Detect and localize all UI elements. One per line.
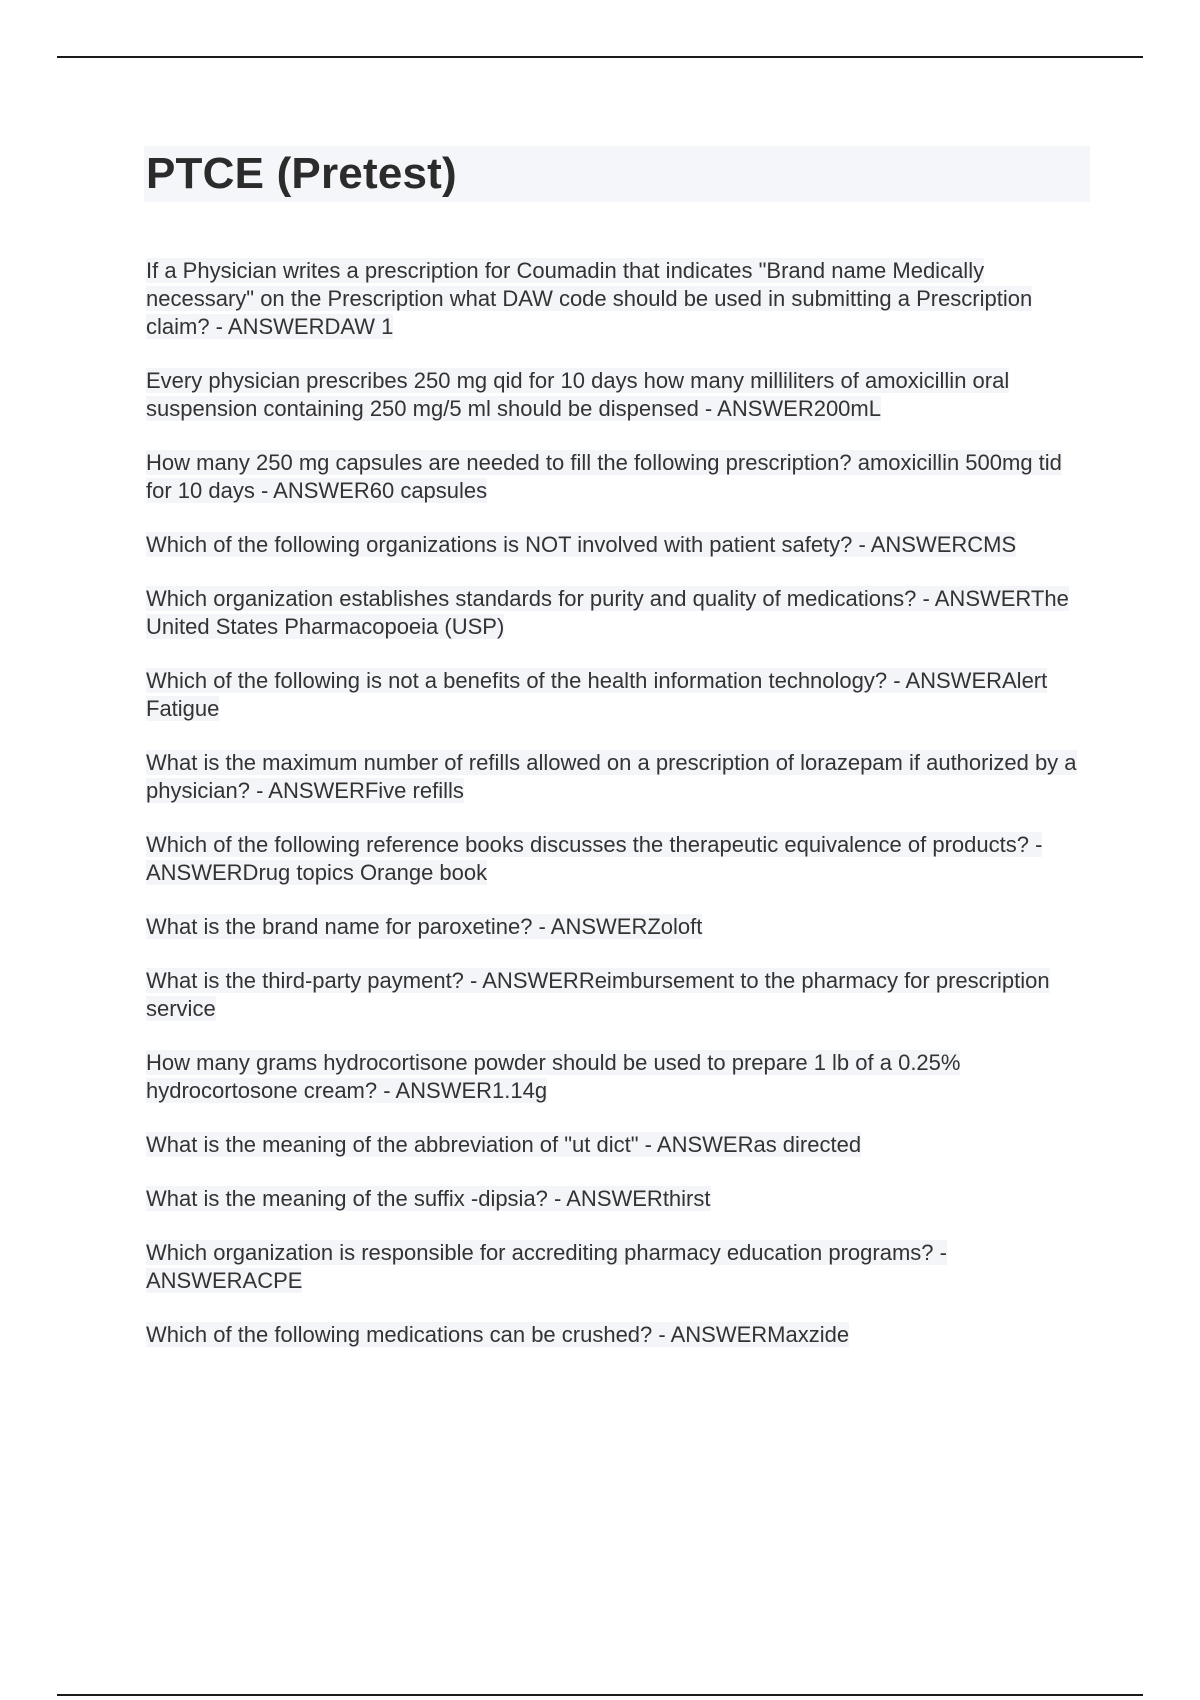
qa-item	[144, 1049, 1090, 1105]
qa-item	[144, 531, 1090, 559]
qa-text: Every physician prescribes 250 mg qid for 10 days how many milliliters of amoxicillin oral suspension containing 250 mg/5 ml should be dispensed - ANSWER200mL	[146, 368, 1010, 421]
title-block	[144, 146, 1090, 202]
qa-item	[144, 967, 1090, 1023]
qa-text: How many 250 mg capsules are needed to fill the following prescription? amoxicillin 500mg tid for 10 days - ANSWER60 capsules	[146, 450, 1062, 503]
document-body	[144, 146, 1090, 1375]
qa-list	[144, 257, 1090, 1349]
qa-item	[144, 913, 1090, 941]
qa-item	[144, 1239, 1090, 1295]
qa-item	[144, 1185, 1090, 1213]
qa-text: Which of the following reference books discusses the therapeutic equivalence of products? - ANSWERDrug topics Orange book	[146, 832, 1043, 885]
qa-text: What is the meaning of the abbreviation of "ut dict" - ANSWERas directed	[146, 1132, 862, 1157]
qa-item	[144, 749, 1090, 805]
qa-text: Which organization is responsible for accrediting pharmacy education programs? - ANSWERACPE	[146, 1240, 947, 1293]
qa-item	[144, 1321, 1090, 1349]
qa-item	[144, 1131, 1090, 1159]
qa-item	[144, 667, 1090, 723]
qa-text: Which of the following medications can be crushed? - ANSWERMaxzide	[146, 1322, 850, 1347]
qa-text: What is the third-party payment? - ANSWERReimbursement to the pharmacy for prescription service	[146, 968, 1050, 1021]
qa-text: How many grams hydrocortisone powder should be used to prepare 1 lb of a 0.25% hydrocortosone cream? - ANSWER1.14g	[146, 1050, 961, 1103]
qa-text: What is the meaning of the suffix -dipsia? - ANSWERthirst	[146, 1186, 711, 1211]
qa-text: What is the brand name for paroxetine? - ANSWERZoloft	[146, 914, 703, 939]
qa-text: Which organization establishes standards for purity and quality of medications? - ANSWERThe United States Pharmacopoeia (USP)	[146, 586, 1069, 639]
qa-text: Which of the following is not a benefits of the health information technology? - ANSWERAlert Fatigue	[146, 668, 1048, 721]
qa-item	[144, 831, 1090, 887]
qa-item	[144, 585, 1090, 641]
qa-item	[144, 449, 1090, 505]
qa-item	[144, 257, 1090, 341]
qa-text: Which of the following organizations is NOT involved with patient safety? - ANSWERCMS	[146, 532, 1017, 557]
qa-text: What is the maximum number of refills allowed on a prescription of lorazepam if authorized by a physician? - ANSWERFive refills	[146, 750, 1077, 803]
qa-text: If a Physician writes a prescription for Coumadin that indicates "Brand name Medically necessary" on the Prescription what DAW code should be used in submitting a Prescription claim? - ANSWERDAW 1	[146, 258, 1033, 339]
top-rule	[57, 56, 1143, 58]
bottom-rule	[57, 1694, 1143, 1696]
qa-item	[144, 367, 1090, 423]
page-title: PTCE (Pretest)	[146, 149, 457, 198]
